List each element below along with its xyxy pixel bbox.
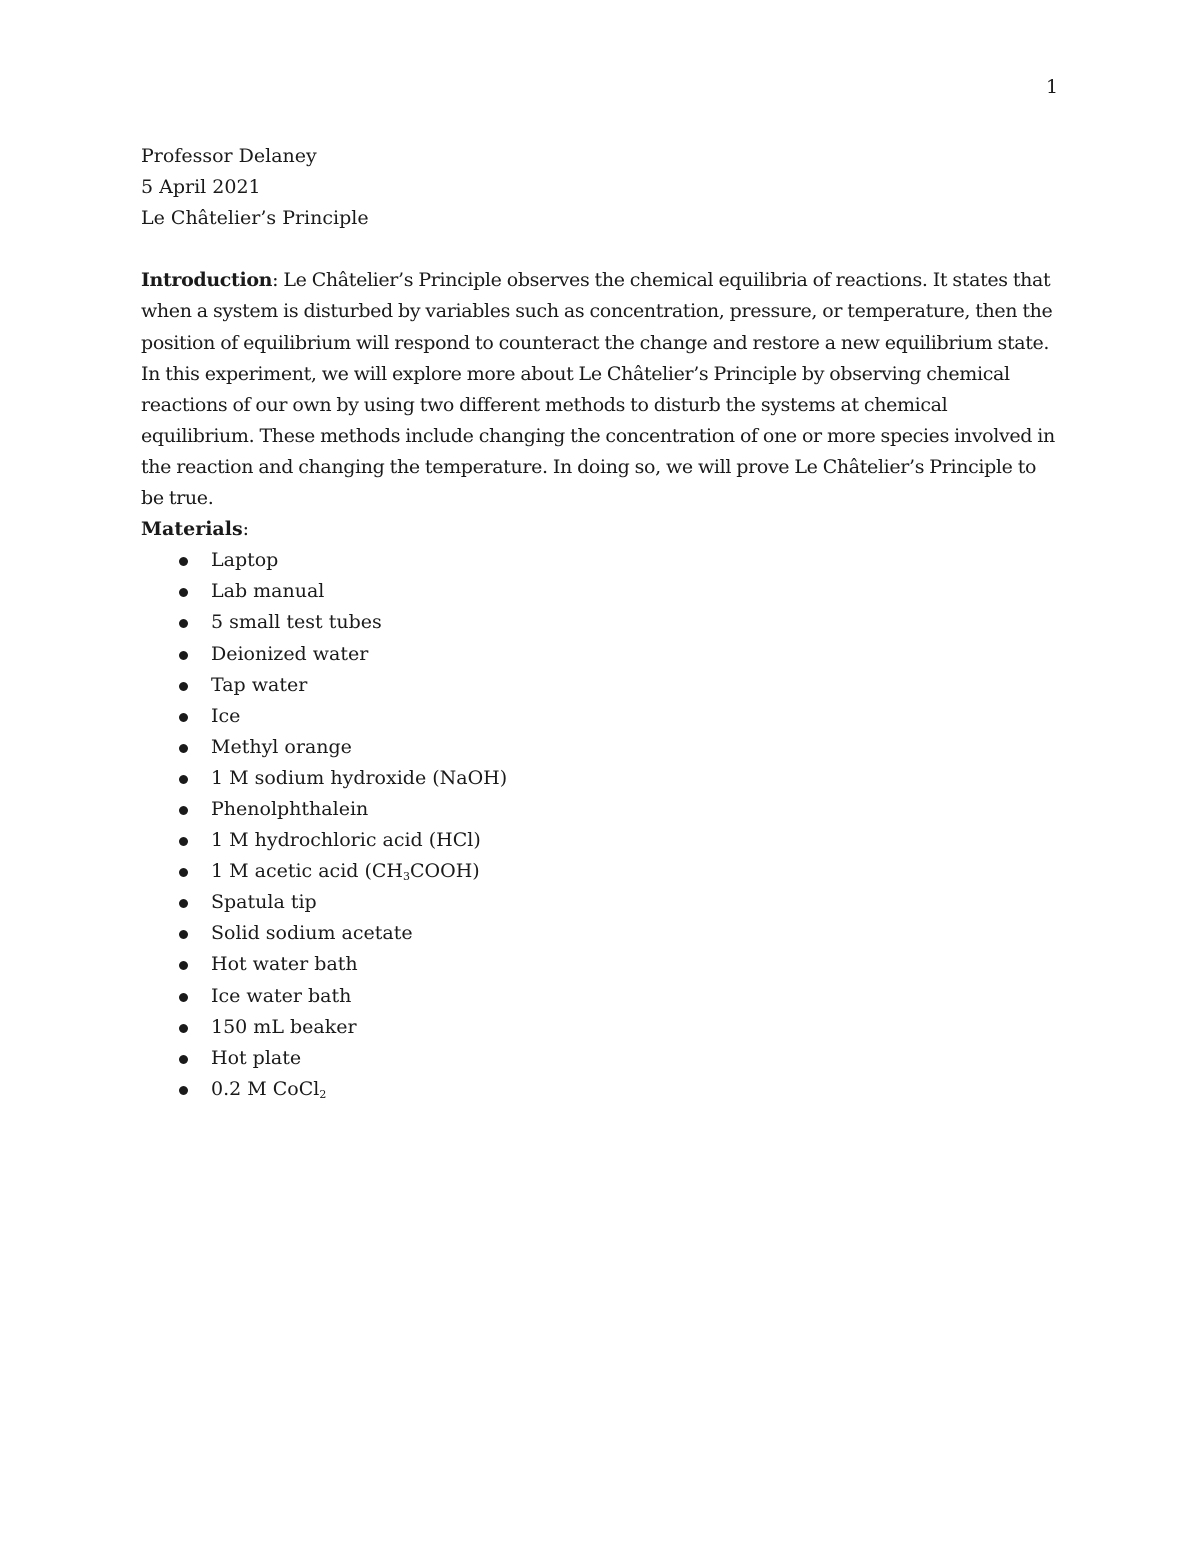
bullet-icon [179,930,188,939]
document-date: 5 April 2021 [141,176,261,199]
material-text: Hot plate [211,1046,302,1069]
list-item [141,639,1063,670]
list-item [141,732,1063,763]
list-item [141,545,1063,576]
list-item [141,1012,1063,1043]
bullet-icon [179,682,188,691]
bullet-icon [179,806,188,815]
bullet-icon [179,775,188,784]
list-item [141,856,1063,887]
subscript: 3 [403,870,410,884]
bullet-icon [179,1024,188,1033]
list-item [141,887,1063,918]
material-text: 150 mL beaker [211,1015,357,1038]
bullet-icon [179,868,188,877]
bullet-icon [179,588,188,597]
material-text: Tap water [211,673,308,696]
list-item [141,701,1063,732]
material-text: Spatula tip [211,891,317,914]
list-item [141,825,1063,856]
bullet-icon [179,993,188,1002]
material-text: Laptop [211,549,279,572]
material-text: Deionized water [211,642,369,665]
material-text: 5 small test tubes [211,611,382,634]
introduction-text: Le Châtelier’s Principle observes the chemical equilibria of reactions. It states that when a system is disturbed by variables such as concentration, pressure, or temperature, then the position of equilibrium will respond to counteract the change and restore a new equilibrium state. In this experiment, we will explore more about Le Châtelier’s Principle by observing chemical reactions of our own by using two different methods to disturb the systems at chemical equilibrium. These methods include changing the concentration of one or more species involved in the reaction and changing the temperature. In doing so, we will prove Le Châtelier’s Principle to be true. [141,269,1055,510]
list-item [141,607,1063,638]
list-item [141,794,1063,825]
bullet-icon [179,651,188,660]
introduction-paragraph: Introduction: Le Châtelier’s Principle observes the chemical equilibria of reactions. It states that when a system is disturbed by variables such as concentration, pressure, or temperature, then the position of equilibrium will respond to counteract the change and restore a new equilibrium state. In this experiment, we will explore more about Le Châtelier’s Principle by observing chemical reactions of our own by using two different methods to disturb the systems at chemical equilibrium. These methods include changing the concentration of one or more species involved in the reaction and changing the temperature. In doing so, we will prove Le Châtelier’s Principle to be true. [141,269,1055,510]
page-number: 1 [1046,76,1059,98]
material-text: COOH) [410,860,480,883]
bullet-icon [179,557,188,566]
introduction-label: Introduction [141,269,273,292]
material-text: 0.2 M CoCl [211,1077,320,1100]
material-text: 1 M acetic acid (CH [211,860,403,883]
document-body [141,141,1063,1105]
bullet-icon [179,1086,188,1095]
material-text: Solid sodium acetate [211,922,413,945]
bullet-icon [179,899,188,908]
materials-list [141,545,1063,1105]
blank-line [141,234,1063,265]
material-text: 1 M sodium hydroxide (NaOH) [211,766,508,789]
material-text: Ice [211,704,241,727]
bullet-icon [179,837,188,846]
list-item [141,1043,1063,1074]
material-text: 1 M hydrochloric acid (HCl) [211,829,481,852]
list-item [141,763,1063,794]
document-title: Le Châtelier’s Principle [141,207,369,230]
list-item [141,1074,1063,1105]
bullet-icon [179,619,188,628]
list-item [141,981,1063,1012]
bullet-icon [179,744,188,753]
instructor-name: Professor Delaney [141,145,317,167]
material-text: Hot water bath [211,953,358,976]
material-text: Methyl orange [211,735,352,758]
materials-label: Materials [141,518,243,541]
subscript: 2 [319,1087,327,1101]
list-item [141,576,1063,607]
bullet-icon [179,1055,188,1064]
bullet-icon [179,961,188,970]
material-text: Lab manual [211,580,325,603]
list-item [141,670,1063,701]
materials-heading: Materials: [141,518,250,541]
material-text: Ice water bath [211,984,352,1007]
material-text: Phenolphthalein [211,797,369,820]
list-item [141,918,1063,949]
bullet-icon [179,713,188,722]
list-item [141,949,1063,980]
